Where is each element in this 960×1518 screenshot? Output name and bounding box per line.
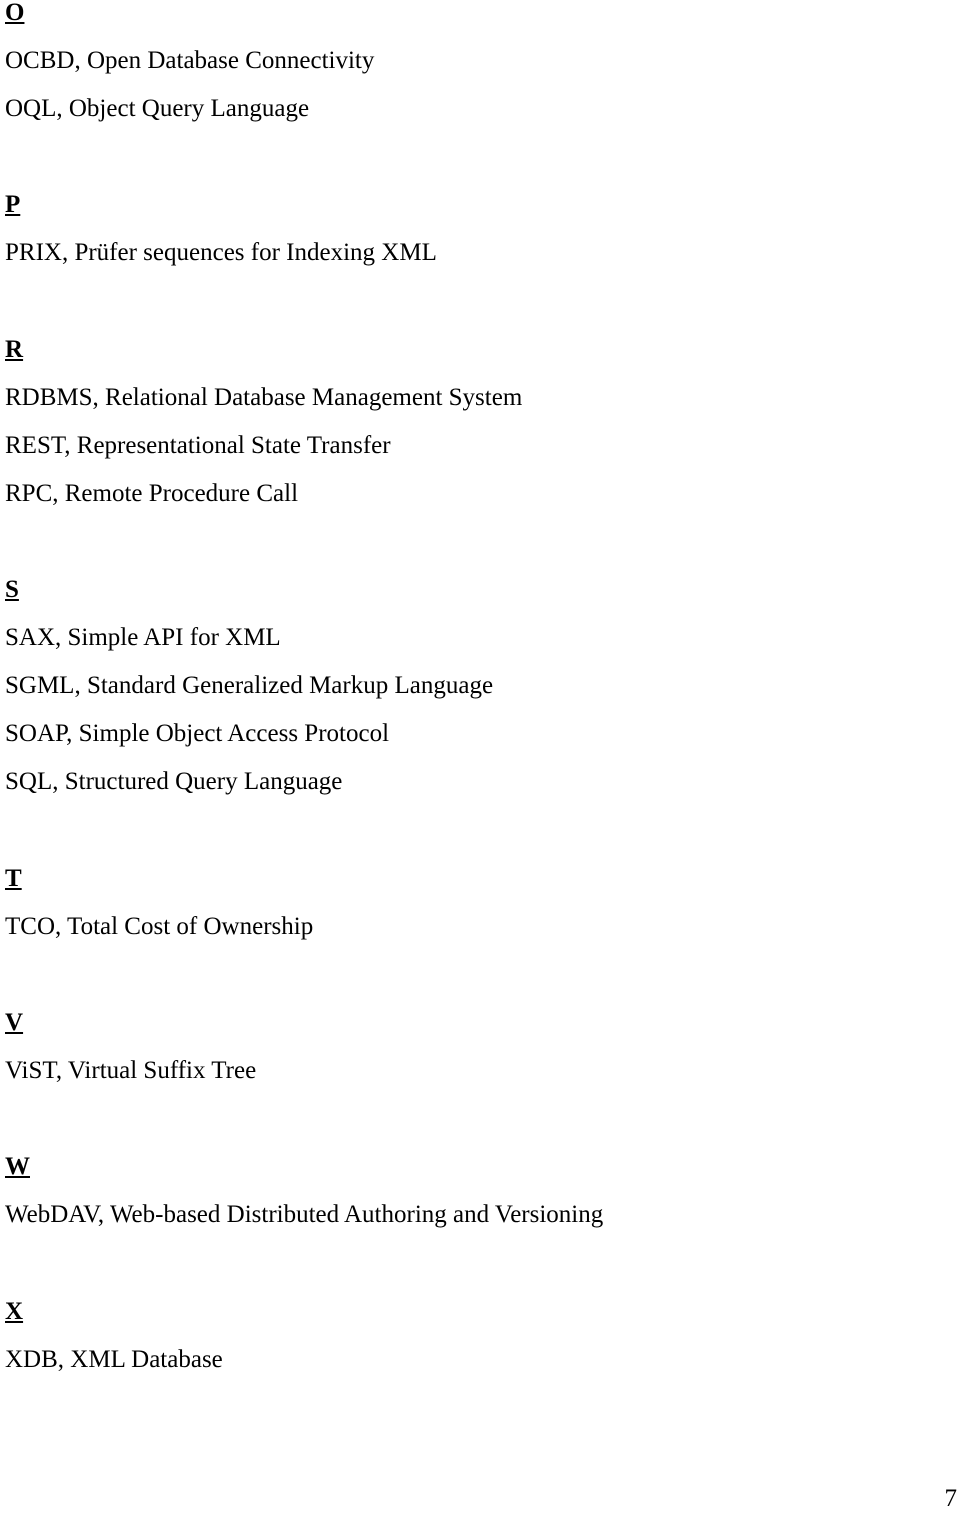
section-w xyxy=(5,1143,905,1239)
section-letter: W xyxy=(5,1153,30,1180)
section-letter: X xyxy=(5,1298,24,1325)
glossary-entry: RDBMS, Relational Database Management System xyxy=(5,384,523,411)
section-r xyxy=(5,326,905,518)
section-letter: V xyxy=(5,1009,24,1036)
glossary-entry: XDB, XML Database xyxy=(5,1346,223,1373)
section-letter: T xyxy=(5,865,22,892)
glossary-entry: ViST, Virtual Suffix Tree xyxy=(5,1057,257,1084)
section-x xyxy=(5,1288,905,1384)
section-o xyxy=(5,0,905,133)
glossary-entry: SAX, Simple API for XML xyxy=(5,624,281,651)
glossary-entry: REST, Representational State Transfer xyxy=(5,432,391,459)
section-v xyxy=(5,999,905,1095)
section-letter: S xyxy=(5,576,19,603)
glossary-entry: RPC, Remote Procedure Call xyxy=(5,480,299,507)
glossary-entry: OCBD, Open Database Connectivity xyxy=(5,47,375,74)
section-letter: O xyxy=(5,0,25,26)
glossary-entry: SGML, Standard Generalized Markup Language xyxy=(5,672,494,699)
section-letter: P xyxy=(5,191,21,218)
section-t xyxy=(5,855,905,951)
glossary-entry: TCO, Total Cost of Ownership xyxy=(5,913,314,940)
section-s xyxy=(5,566,905,806)
section-letter: R xyxy=(5,336,24,363)
glossary-entry: OQL, Object Query Language xyxy=(5,95,310,122)
page-number: 7 xyxy=(944,1485,957,1512)
glossary-entry: PRIX, Prüfer sequences for Indexing XML xyxy=(5,239,437,266)
section-p xyxy=(5,181,905,277)
glossary-entry: WebDAV, Web-based Distributed Authoring and Versioning xyxy=(5,1201,604,1228)
glossary-entry: SQL, Structured Query Language xyxy=(5,768,343,795)
glossary-entry: SOAP, Simple Object Access Protocol xyxy=(5,720,390,747)
